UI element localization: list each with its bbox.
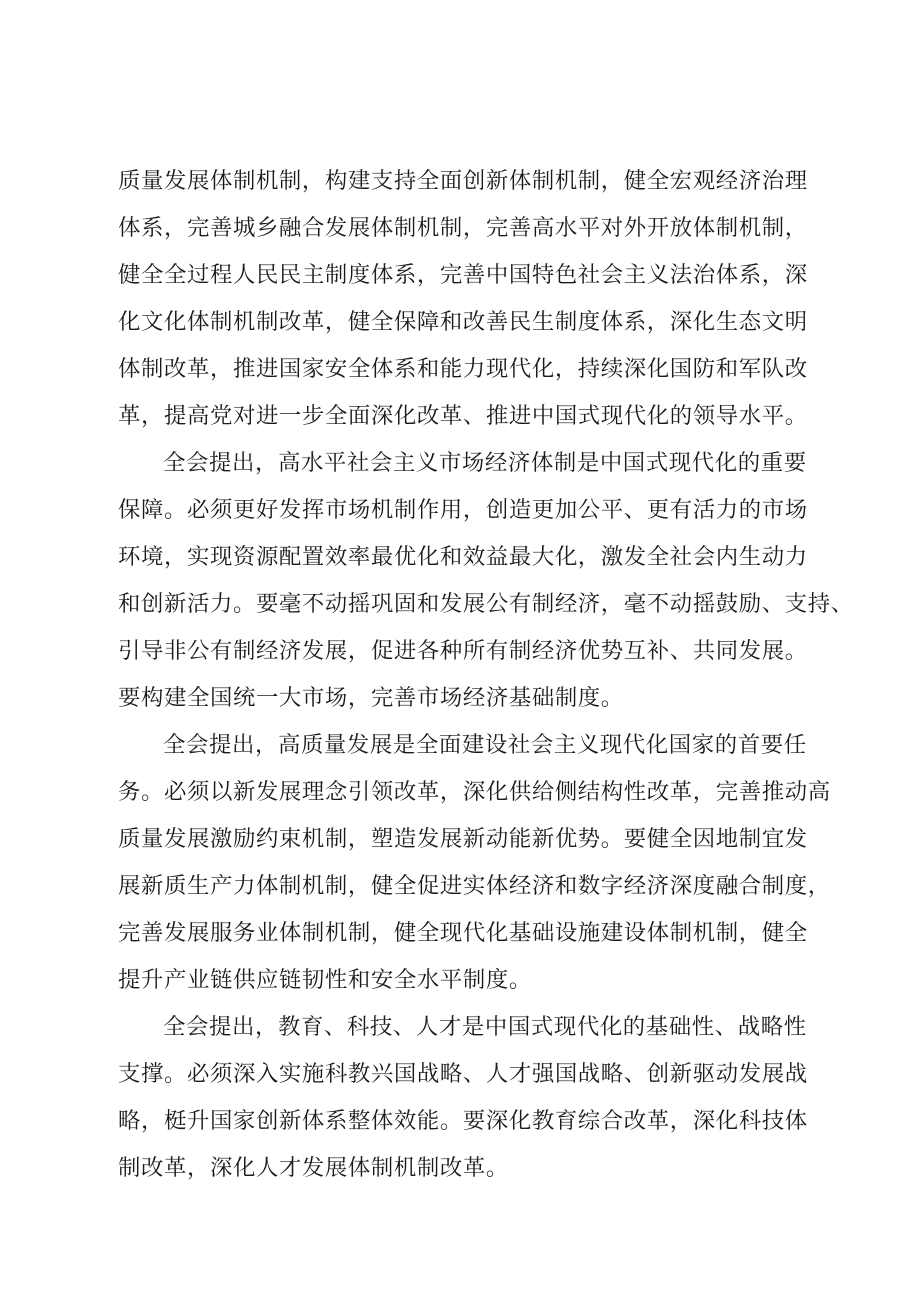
paragraph-2 — [118, 440, 854, 722]
text-line: 和创新活力。要毫不动摇巩固和发展公有制经济，毫不动摇鼓励、支持、 — [118, 591, 854, 617]
text-line: 体系，完善城乡融合发展体制机制，完善高水平对外开放体制机制， — [118, 215, 808, 241]
text-line: 提升产业链供应链韧性和安全水平制度。 — [118, 967, 532, 993]
text-line: 质量发展激励约束机制，塑造发展新动能新优势。要健全因地制宜发 — [118, 826, 808, 852]
text-line: 全会提出，高质量发展是全面建设社会主义现代化国家的首要任 — [163, 732, 807, 758]
text-line: 保障。必须更好发挥市场机制作用，创造更加公平、更有活力的市场 — [118, 497, 808, 523]
text-line: 化文化体制机制改革，健全保障和改善民生制度体系，深化生态文明 — [118, 309, 808, 335]
text-line: 质量发展体制机制，构建支持全面创新体制机制，健全宏观经济治理 — [118, 168, 808, 194]
text-line: 完善发展服务业体制机制，健全现代化基础设施建设体制机制，健全 — [118, 920, 808, 946]
text-line: 展新质生产力体制机制，健全促进实体经济和数字经济深度融合制度， — [118, 873, 831, 899]
text-line: 引导非公有制经济发展，促进各种所有制经济优势互补、共同发展。 — [118, 638, 808, 664]
paragraph-4 — [118, 1004, 818, 1192]
text-line: 全会提出，高水平社会主义市场经济体制是中国式现代化的重要 — [163, 450, 807, 476]
document-body — [118, 158, 854, 1192]
text-line: 革，提高党对进一步全面深化改革、推进中国式现代化的领导水平。 — [118, 403, 808, 429]
text-line: 支撑。必须深入实施科教兴国战略、人才强国战略、创新驱动发展战 — [118, 1061, 808, 1087]
paragraph-3 — [118, 722, 831, 1004]
text-line: 健全全过程人民民主制度体系，完善中国特色社会主义法治体系，深 — [118, 262, 808, 288]
text-line: 环境，实现资源配置效率最优化和效益最大化，激发全社会内生动力 — [118, 544, 808, 570]
text-line: 制改革，深化人才发展体制机制改革。 — [118, 1155, 509, 1181]
paragraph-1 — [118, 158, 818, 440]
text-line: 要构建全国统一大市场，完善市场经济基础制度。 — [118, 685, 624, 711]
text-line: 体制改革，推进国家安全体系和能力现代化，持续深化国防和军队改 — [118, 356, 808, 382]
text-line: 全会提出，教育、科技、人才是中国式现代化的基础性、战略性 — [163, 1014, 807, 1040]
text-line: 略，梃升国家创新体系整体效能。要深化教育综合改革，深化科技体 — [118, 1108, 808, 1134]
text-line: 务。必须以新发展理念引领改革，深化供给侧结构性改革，完善推动高 — [118, 779, 831, 805]
